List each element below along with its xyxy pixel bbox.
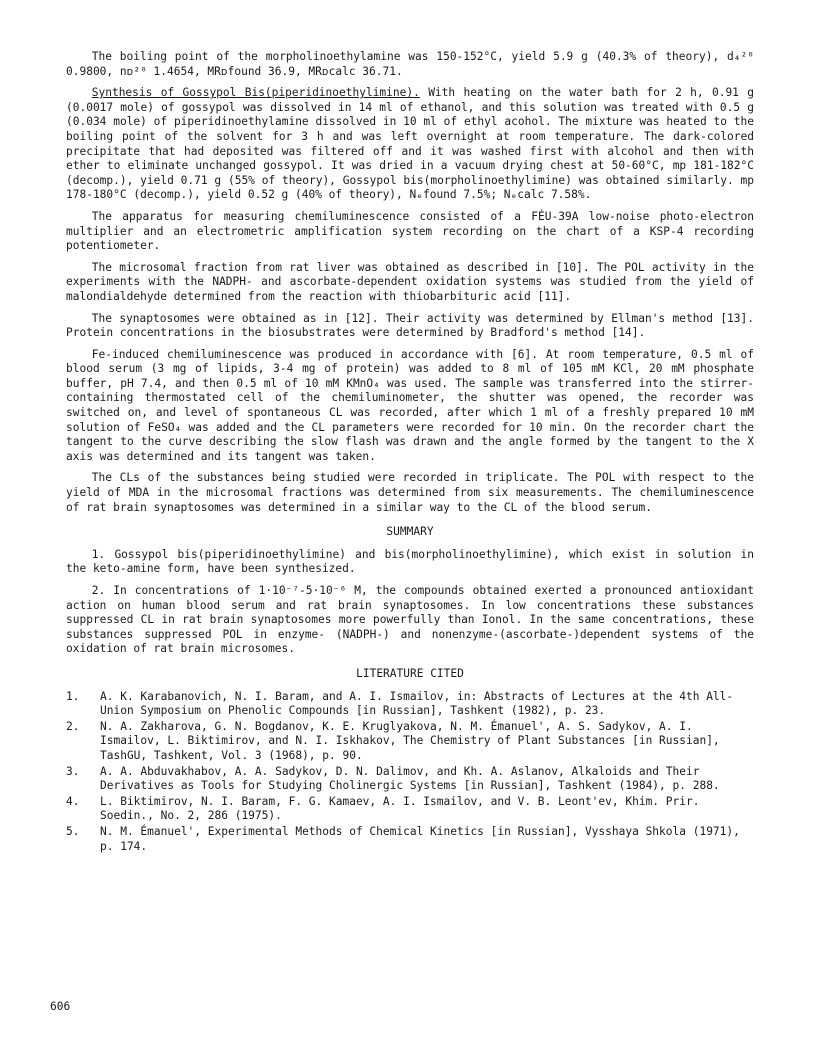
paragraph-apparatus: The apparatus for measuring chemiluminescence consisted of a FÉU-39A low-noise photo-electron multiplier and an electrometric amplification system recording on the chart of a KSP-4 recording potentiometer.: [66, 209, 754, 253]
paragraph-synthesis: [66, 86, 754, 203]
reference-text: N. M. Émanuel', Experimental Methods of Chemical Kinetics [in Russian], Vysshaya Shkola (1971), p. 174.: [100, 824, 740, 853]
article-page: [66, 50, 754, 855]
reference-item: [66, 825, 754, 854]
paragraph-microsomal: The microsomal fraction from rat liver was obtained as described in [10]. The POL activity in the experiments with the NADPH- and ascorbate-dependent oxidation systems was studied from the yield of malondialdehyde determined from the reaction with thiobarbituric acid [11].: [66, 260, 754, 303]
reference-number: 1.: [66, 689, 80, 703]
paragraph-synaptosomes: The synaptosomes were obtained as in [12]. Their activity was determined by Ellman's method [13]. Protein concentrations in the biosubstrates were determined by Bradford's method [14].: [66, 311, 754, 340]
reference-text: A. K. Karabanovich, N. I. Baram, and A. I. Ismailov, in: Abstracts of Lectures at the 4th All-Union Symposium on Phenolic Compounds [in Russian], Tashkent (1982), p. 23.: [100, 689, 734, 718]
reference-item: [66, 765, 754, 794]
reference-text: A. A. Abduvakhabov, A. A. Sadykov, D. N. Dalimov, and Kh. A. Aslanov, Alkaloids and Their Derivatives as Tools for Studying Cholinergic Systems [in Russian], Tashkent (1984), p. 288.: [100, 764, 720, 793]
page-number: 606: [50, 1000, 71, 1013]
summary-heading: SUMMARY: [386, 525, 434, 539]
paragraph-boiling-point: The boiling point of the morpholinoethylamine was 150-152°C, yield 5.9 g (40.3% of theory), d₄²⁰ 0.9800, nᴅ²⁰ 1.4654, MRᴅfound 36.9, MRᴅcalc 36.71.: [66, 50, 754, 78]
reference-item: [66, 720, 754, 764]
reference-number: 2.: [66, 719, 80, 733]
references-heading: LITERATURE CITED: [356, 666, 464, 680]
paragraph-chemiluminescence: Fe-induced chemiluminescence was produced in accordance with [6]. At room temperature, 0.5 ml of blood serum (3 mg of lipids, 3-4 mg of protein) was added to 8 ml of 105 mM KCl, 20 mM phosphate buffer, pH 7.4, and then 0.5 ml of 10 mM KMnO₄ was used. The sample was transferred into the stirrer-containing thermostated cell of the chemiluminometer, the shutter was opened, the recorder was switched on, and level of spontaneous CL was recorded, after which 1 ml of a freshly prepared 10 mM solution of FeSO₄ was added and the CL parameters were recorded for 10 min. On the recorder chart the tangent to the curve describing the slow flash was drawn and the angle formed by the tangent to the X axis was determined and its tangent was taken.: [66, 347, 754, 463]
paragraph-triplicate: The CLs of the substances being studied were recorded in triplicate. The POL with respect to the yield of MDA in the microsomal fractions was determined from six measurements. The chemiluminescence of rat brain synaptosomes was determined in a similar way to the CL of the blood serum.: [66, 471, 754, 514]
reference-number: 5.: [66, 824, 80, 838]
reference-number: 4.: [66, 794, 80, 808]
synthesis-text: With heating on the water bath for 2 h, 0.91 g (0.0017 mole) of gossypol was dissolved in 14 ml of ethanol, and this solution was treated with 0.5 g (0.034 mole) of piperidinoethylamine dissolved in 10 ml of ethyl acohol. The mixture was heated to the boiling point of the solvent for 3 h and was left overnight at room temperature. The dark-colored precipitate that had deposited was filtered off and it was washed first with alcohol and then with ether to eliminate unchanged gossypol. It was dried in a vacuum drying chest at 50-60°C, mp 181-182°C (decomp.), yield 0.71 g (55% of theory), Gossypol bis(morpholinoethylimine) was obtained similarly. mp 178-180°C (decomp.), yield 0.52 g (40% of theory), Nₑfound 7.5%; Nₑcalc 7.58%.: [66, 86, 754, 202]
reference-text: L. Biktimirov, N. I. Baram, F. G. Kamaev, A. I. Ismailov, and V. B. Leont'ev, Khim. Prir. Soedin., No. 2, 286 (1975).: [100, 794, 700, 823]
synthesis-subheading: Synthesis of Gossypol Bis(piperidinoethylimine).: [91, 86, 420, 100]
reference-list: [66, 690, 754, 855]
reference-text: N. A. Zakharova, G. N. Bogdanov, K. E. Kruglyakova, N. M. Émanuel', A. S. Sadykov, A. I. Ismailov, L. Biktimirov, and N. I. Iskhakov, The Chemistry of Plant Substances [in Russian], TashGU, Tashkent, Vol. 3 (1968), p. 90.: [100, 719, 720, 762]
summary-item-2: 2. In concentrations of 1·10⁻⁷-5·10⁻⁶ M, the compounds obtained exerted a pronounced antioxidant action on human blood serum and rat brain synaptosomes. In low concentrations these substances suppressed CL in rat brain synaptosomes more powerfully than Ionol. In the same concentrations, these substances suppressed POL in enzyme- (NADPH-) and nonenzyme-(ascorbate-)dependent systems of the oxidation of rat brain microsomes.: [66, 584, 754, 656]
reference-number: 3.: [66, 764, 80, 778]
reference-item: [66, 795, 754, 824]
reference-item: [66, 690, 754, 719]
summary-item-1: 1. Gossypol bis(piperidinoethylimine) and bis(morpholinoethylimine), which exist in solution in the keto-amine form, have been synthesized.: [66, 547, 754, 576]
